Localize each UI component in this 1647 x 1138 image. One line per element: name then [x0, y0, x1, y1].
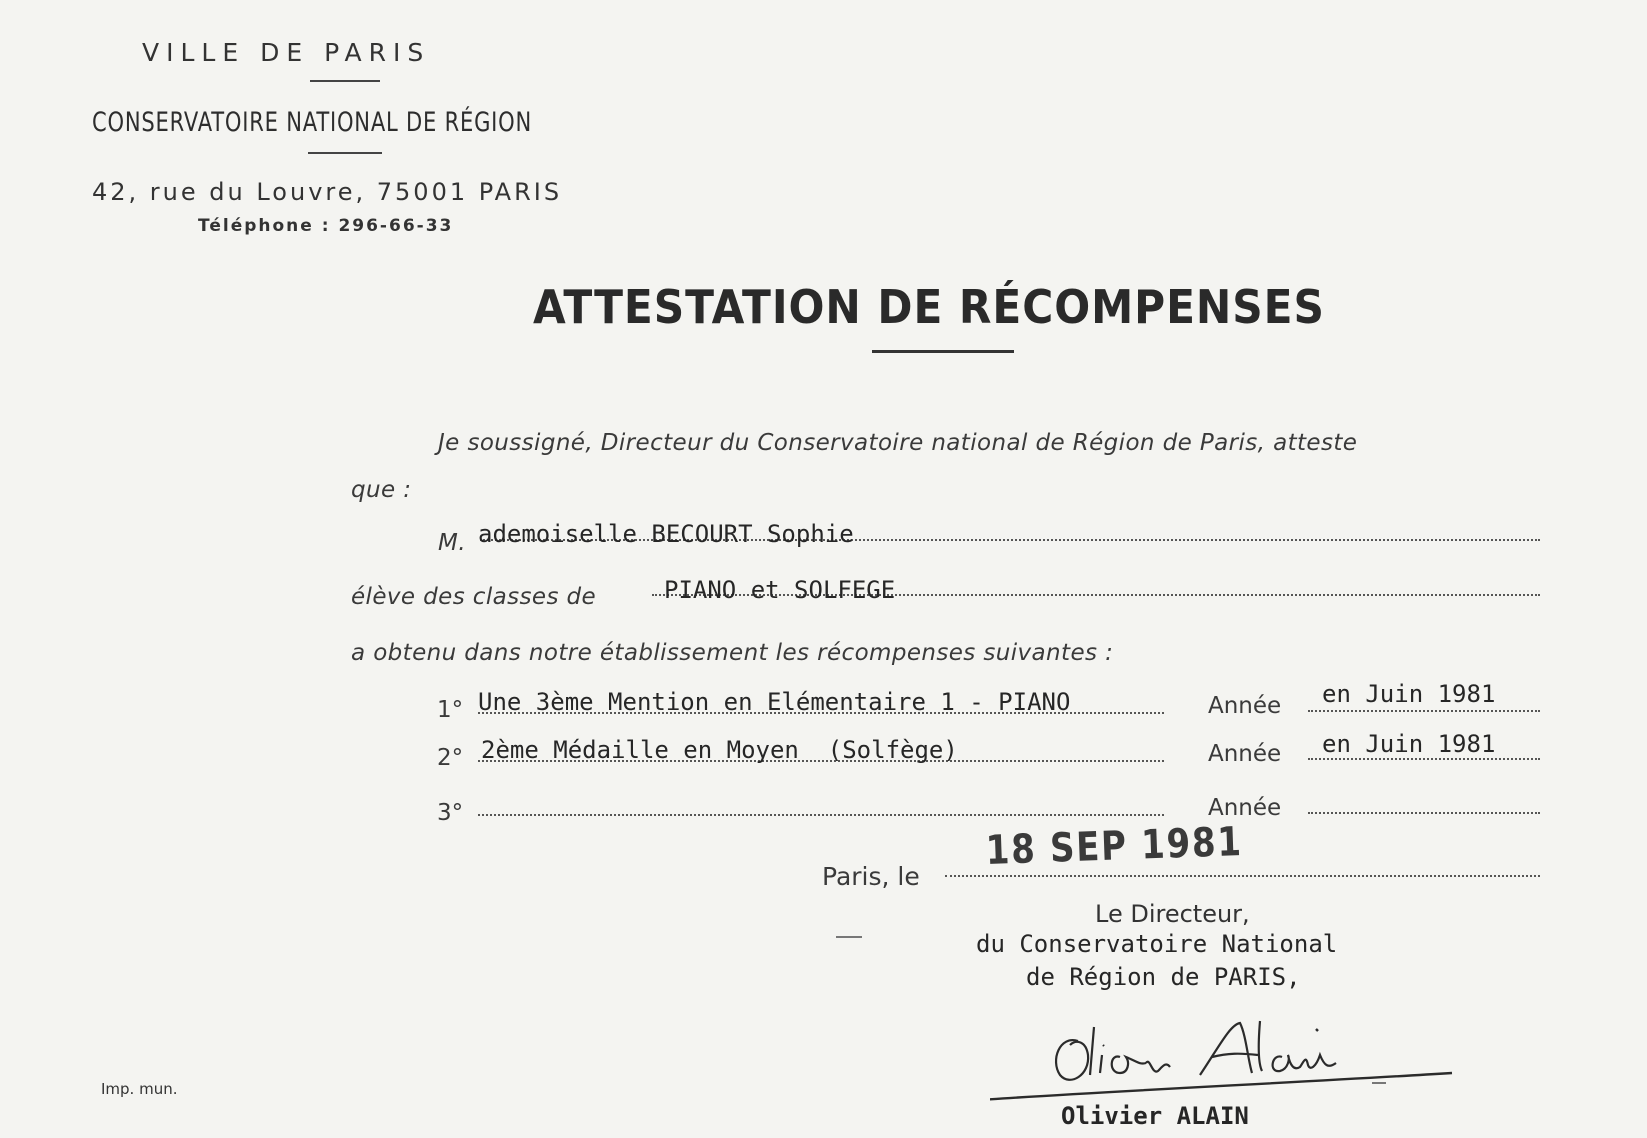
award-year-line — [1308, 710, 1540, 712]
address: 42, rue du Louvre, 75001 PARIS — [92, 178, 563, 206]
award-year-label: Année — [1208, 693, 1282, 719]
date-line — [945, 875, 1540, 877]
phone: Téléphone : 296-66-33 — [198, 216, 454, 236]
award-number: 2° — [437, 745, 464, 771]
awards-intro: a obtenu dans notre établissement les récompenses suivantes : — [351, 640, 1114, 666]
heading-underline — [310, 80, 380, 82]
award-description: Une 3ème Mention en Elémentaire 1 - PIANO — [478, 688, 1071, 716]
student-name-value: ademoiselle BECOURT Sophie — [478, 520, 854, 548]
signatory-name: Olivier ALAIN — [1061, 1102, 1249, 1130]
document-title: ATTESTATION DE RÉCOMPENSES — [533, 280, 1325, 334]
award-number: 3° — [437, 800, 464, 826]
title-underline — [872, 350, 1014, 353]
award-year-line — [1308, 758, 1540, 760]
signatory-title: Le Directeur, — [1095, 900, 1250, 928]
classes-value: PIANO et SOLFEGE — [664, 576, 896, 604]
signatory-region: de Région de PARIS, — [1026, 963, 1301, 991]
award-year-value: en Juin 1981 — [1322, 680, 1496, 708]
signatory-institution: du Conservatoire National — [976, 930, 1338, 958]
handwritten-signature — [990, 1005, 1490, 1105]
intro-line-1: Je soussigné, Directeur du Conservatoire national de Région de Paris, atteste — [438, 430, 1358, 456]
intro-line-2: que : — [351, 477, 412, 503]
award-line — [478, 814, 1164, 816]
award-number: 1° — [437, 697, 464, 723]
salutation-label: M. — [438, 530, 466, 556]
award-year-value: en Juin 1981 — [1322, 730, 1496, 758]
city-heading: VILLE DE PARIS — [142, 38, 431, 67]
date-stamp: 18 SEP 1981 — [985, 819, 1244, 874]
award-year-label: Année — [1208, 741, 1282, 767]
institution-underline — [308, 152, 382, 154]
stray-mark — [1372, 1082, 1386, 1084]
classes-label: élève des classes de — [351, 584, 597, 610]
printer-mark: Imp. mun. — [101, 1080, 178, 1098]
award-description: 2ème Médaille en Moyen (Solfège) — [481, 736, 958, 764]
award-year-label: Année — [1208, 795, 1282, 821]
date-label: Paris, le — [822, 862, 920, 891]
award-year-line — [1308, 812, 1540, 814]
stray-mark — [836, 936, 862, 938]
institution-heading: CONSERVATOIRE NATIONAL DE RÉGION — [92, 107, 533, 138]
